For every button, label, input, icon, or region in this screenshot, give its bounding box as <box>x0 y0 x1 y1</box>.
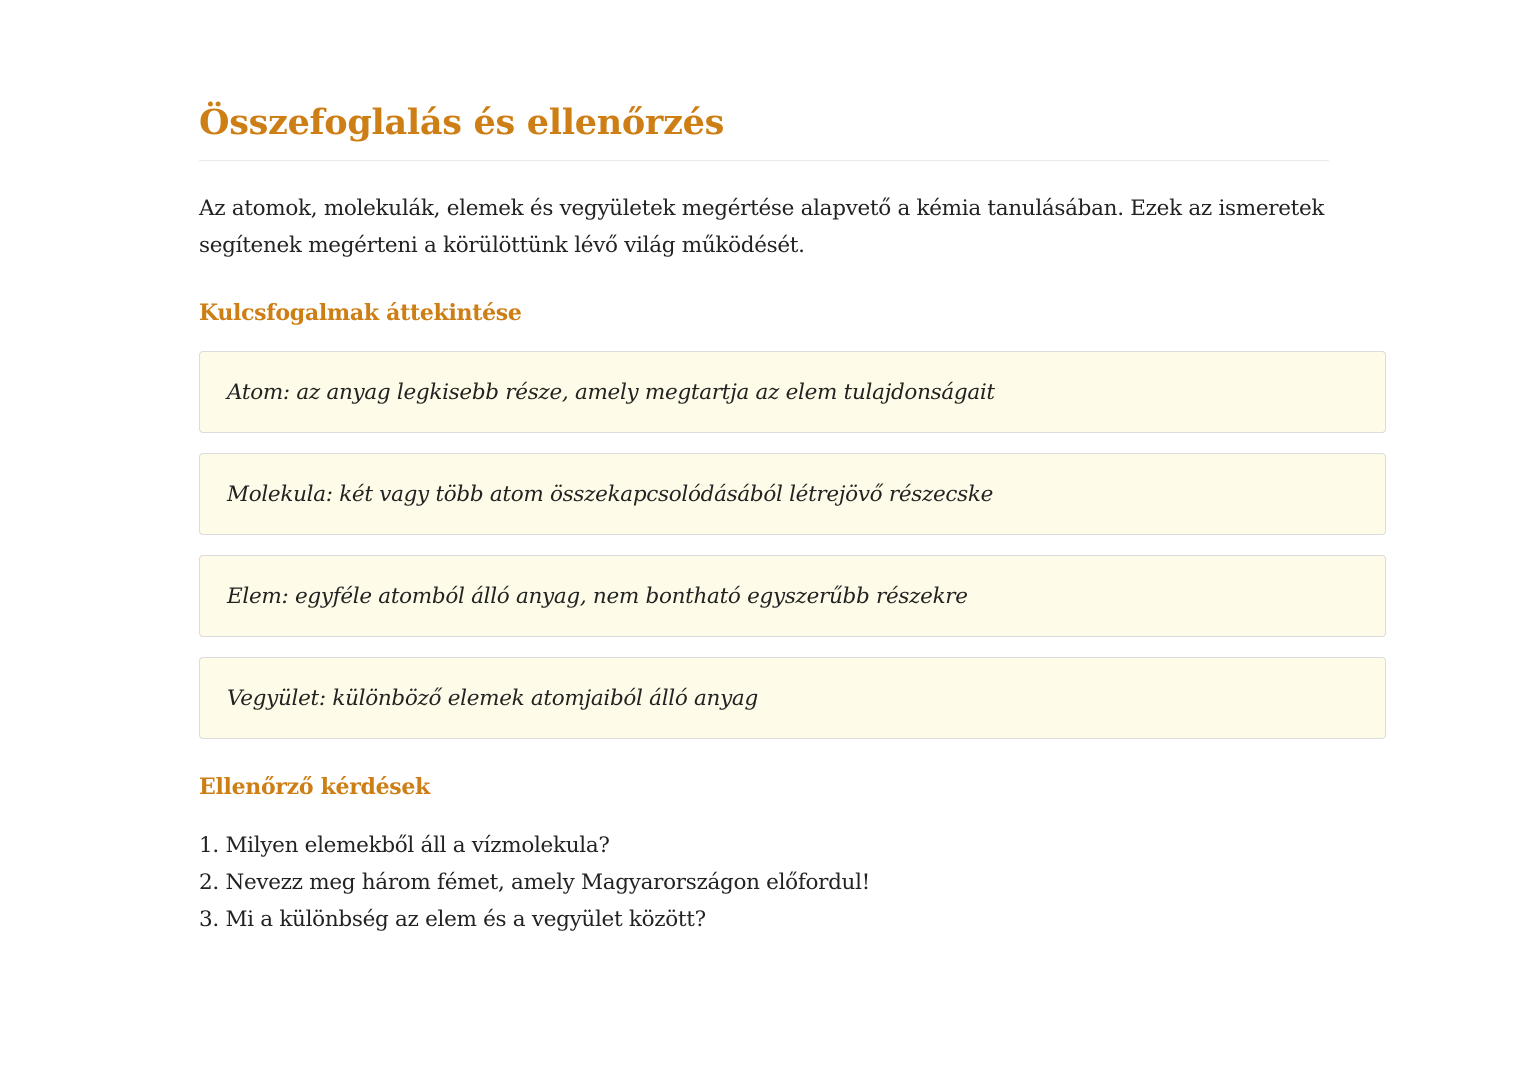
concept-list <box>199 351 1386 759</box>
concept-box-molecule: Molekula: két vagy több atom összekapcsolódásából létrejövő részecske <box>199 453 1386 535</box>
page-title: Összefoglalás és ellenőrzés <box>199 102 725 143</box>
questions-list <box>199 827 870 938</box>
question-item: 1. Milyen elemekből áll a vízmolekula? <box>199 833 610 858</box>
question-item: 2. Nevezz meg három fémet, amely Magyarországon előfordul! <box>199 870 871 895</box>
concept-box-compound: Vegyület: különböző elemek atomjaiból álló anyag <box>199 657 1386 739</box>
intro-paragraph: Az atomok, molekulák, elemek és vegyületek megértése alapvető a kémia tanulásában. Ezek az ismeretek segítenek megérteni a körülöttünk lévő világ működését. <box>199 196 1325 258</box>
title-divider <box>199 160 1329 161</box>
concept-box-atom: Atom: az anyag legkisebb része, amely megtartja az elem tulajdonságait <box>199 351 1386 433</box>
questions-heading: Ellenőrző kérdések <box>199 774 431 800</box>
concepts-heading: Kulcsfogalmak áttekintése <box>199 300 522 326</box>
question-item: 3. Mi a különbség az elem és a vegyület között? <box>199 907 706 932</box>
concept-box-element: Elem: egyféle atomból álló anyag, nem bontható egyszerűbb részekre <box>199 555 1386 637</box>
